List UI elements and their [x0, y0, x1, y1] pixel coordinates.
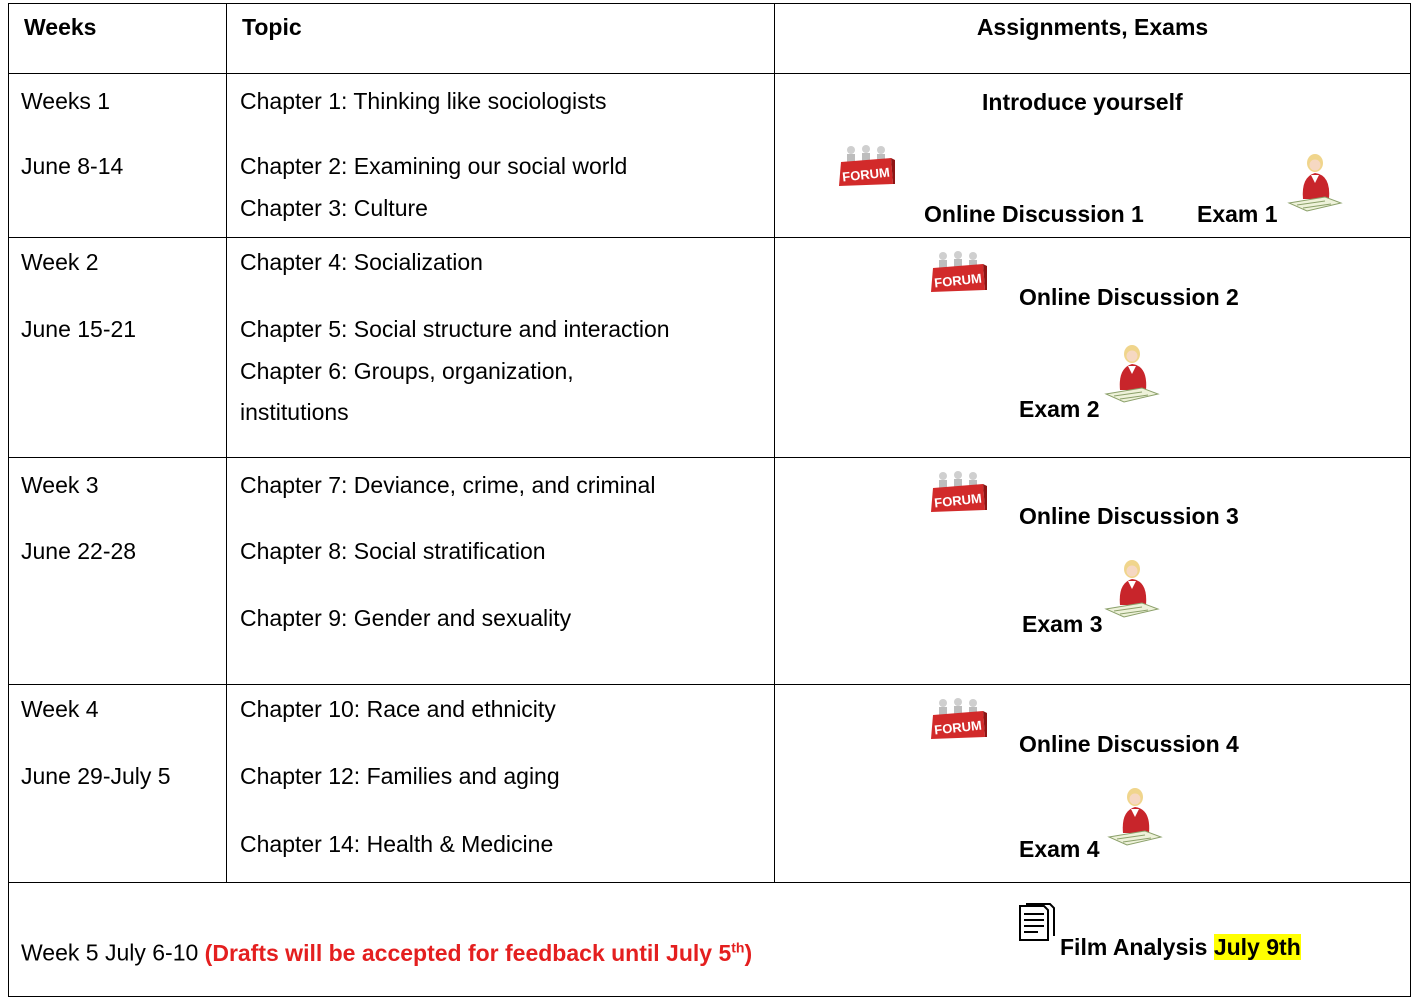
online-discussion-label: Online Discussion 4 — [1019, 731, 1239, 757]
schedule-row-week-4 — [9, 685, 1411, 883]
online-discussion-label: Online Discussion 1 — [924, 201, 1144, 227]
forum-icon — [837, 144, 895, 188]
online-discussion-label: Online Discussion 3 — [1019, 503, 1239, 529]
week-label: Week 3 — [21, 472, 99, 498]
course-schedule-table — [8, 3, 1411, 997]
topic-item: Chapter 12: Families and aging — [240, 763, 560, 789]
topic-item: Chapter 14: Health & Medicine — [240, 831, 554, 857]
topic-cell — [227, 458, 775, 685]
footer-week: Week 5 July 6-10 — [21, 939, 199, 966]
exam-label: Exam 1 — [1197, 201, 1278, 227]
topic-cell — [227, 685, 775, 883]
assignments-cell — [775, 238, 1411, 458]
week-label: Weeks 1 — [21, 88, 111, 114]
assignments-cell — [775, 685, 1411, 883]
schedule-row-week-1 — [9, 74, 1411, 238]
topic-item: Chapter 10: Race and ethnicity — [240, 696, 556, 722]
exam-label: Exam 2 — [1019, 396, 1100, 422]
drafts-note: (Drafts will be accepted for feedback until July 5th) — [204, 939, 753, 966]
topic-item: Chapter 7: Deviance, crime, and criminal — [240, 472, 656, 498]
schedule-row-week-3 — [9, 458, 1411, 685]
introduce-yourself: Introduce yourself — [982, 89, 1183, 115]
header-topic: Topic — [227, 4, 775, 74]
topic-cell — [227, 238, 775, 458]
footer-cell — [9, 883, 1411, 997]
week-cell — [9, 74, 227, 238]
footer-row — [9, 883, 1411, 997]
forum-icon — [929, 697, 987, 741]
week-cell — [9, 458, 227, 685]
topic-item: Chapter 3: Culture — [240, 195, 428, 221]
exam-woman-icon — [1285, 153, 1343, 213]
film-analysis-label: Film Analysis — [1060, 934, 1208, 960]
topic-item: Chapter 5: Social structure and interaction — [240, 316, 670, 342]
footer-line — [21, 933, 752, 967]
week-dates: June 15-21 — [21, 316, 137, 342]
week-label: Week 4 — [21, 696, 99, 722]
forum-icon — [929, 470, 987, 514]
exam-label: Exam 4 — [1019, 836, 1100, 862]
schedule-row-week-2 — [9, 238, 1411, 458]
topic-item: Chapter 6: Groups, organization, — [240, 358, 574, 384]
header-assignments: Assignments, Exams — [775, 4, 1411, 74]
week-dates: June 8-14 — [21, 153, 124, 179]
forum-icon — [929, 250, 987, 294]
topic-item: Chapter 2: Examining our social world — [240, 153, 628, 179]
film-analysis-line — [1060, 933, 1301, 961]
header-row — [9, 4, 1411, 74]
document-icon — [1014, 902, 1060, 944]
topic-item: Chapter 4: Socialization — [240, 249, 483, 275]
due-date-highlight: July 9th — [1213, 934, 1301, 960]
week-label: Week 2 — [21, 249, 99, 275]
topic-item: Chapter 9: Gender and sexuality — [240, 605, 572, 631]
exam-woman-icon — [1102, 344, 1160, 404]
week-dates: June 22-28 — [21, 538, 137, 564]
assignments-cell — [775, 458, 1411, 685]
exam-woman-icon — [1105, 787, 1163, 847]
exam-woman-icon — [1102, 559, 1160, 619]
topic-cell — [227, 74, 775, 238]
online-discussion-label: Online Discussion 2 — [1019, 284, 1239, 310]
week-dates: June 29-July 5 — [21, 763, 171, 789]
exam-label: Exam 3 — [1022, 611, 1103, 637]
assignments-cell — [775, 74, 1411, 238]
header-weeks: Weeks — [9, 4, 227, 74]
topic-item: institutions — [240, 399, 349, 425]
topic-item: Chapter 1: Thinking like sociologists — [240, 88, 607, 114]
topic-item: Chapter 8: Social stratification — [240, 538, 546, 564]
week-cell — [9, 238, 227, 458]
week-cell — [9, 685, 227, 883]
